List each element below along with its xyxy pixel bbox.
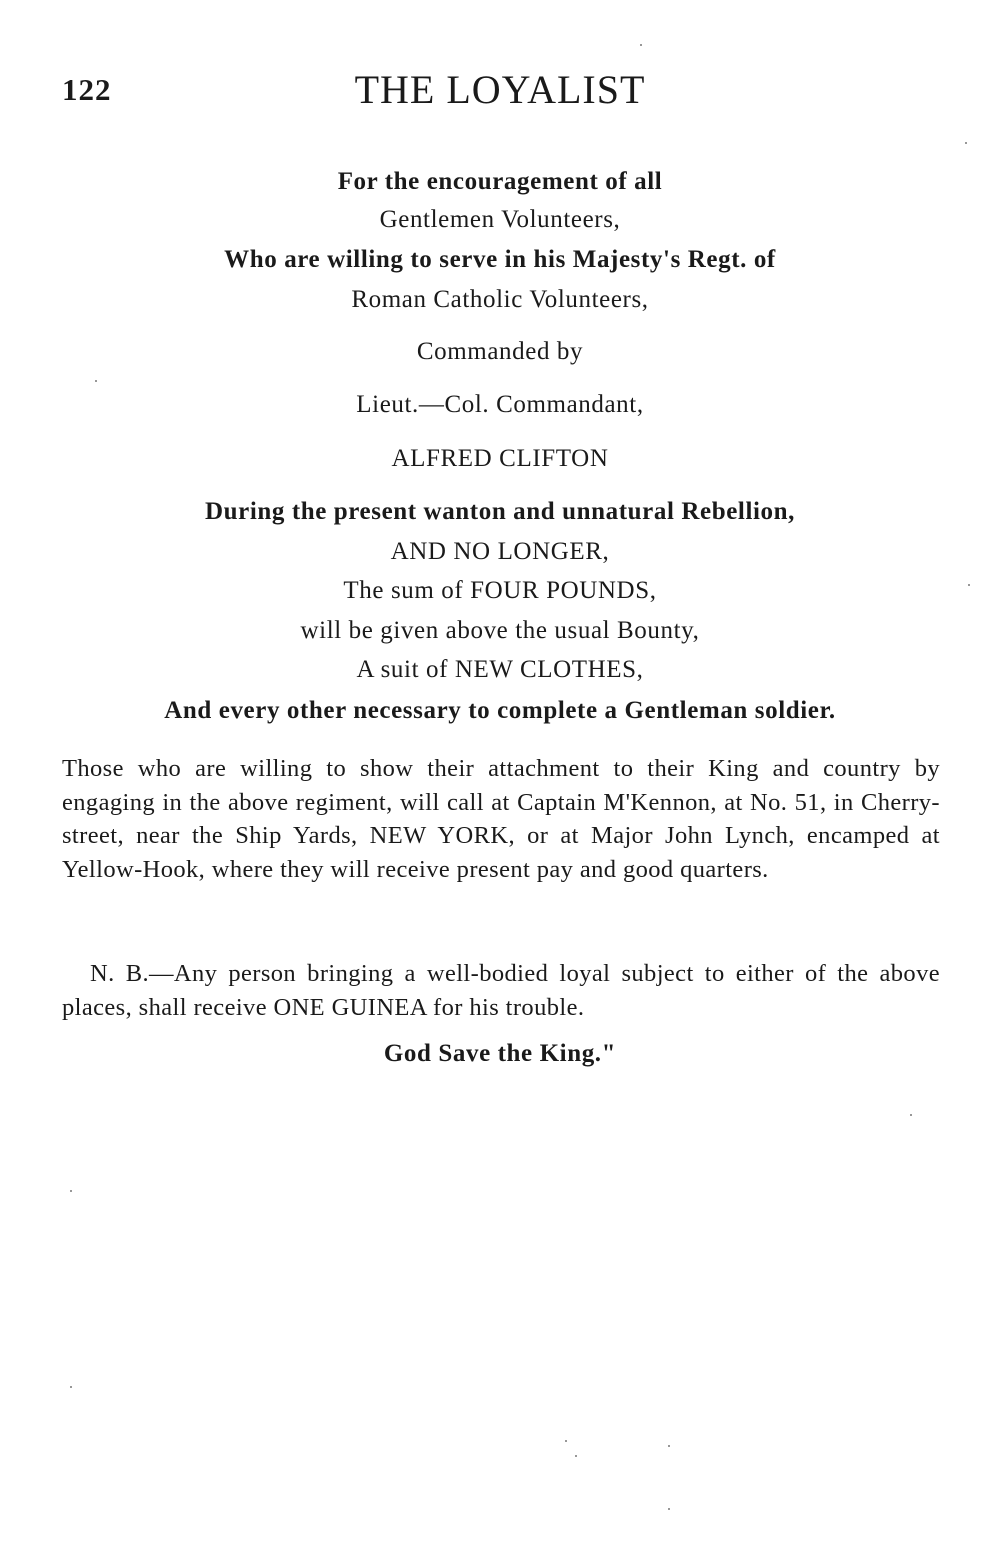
- running-title: THE LOYALIST: [354, 67, 646, 112]
- proclamation-line: Who are willing to serve in his Majesty's Regt. of: [224, 246, 776, 273]
- proclamation-line: Roman Catholic Volunteers,: [351, 286, 649, 313]
- proclamation-line: For the encouragement of all: [337, 168, 663, 195]
- print-speck: [968, 584, 970, 586]
- page-number: 122: [62, 72, 112, 107]
- print-speck: [95, 380, 97, 382]
- print-speck: [565, 1440, 567, 1442]
- proclamation-line: During the present wanton and unnatural Rebellion,: [204, 498, 796, 525]
- proclamation-line: AND NO LONGER,: [390, 538, 610, 565]
- print-speck: [70, 1190, 72, 1192]
- print-speck: [70, 1386, 72, 1388]
- proclamation-line: The sum of FOUR POUNDS,: [343, 577, 657, 604]
- proclamation-line: A suit of NEW CLOTHES,: [356, 656, 644, 683]
- proclamation-line: And every other necessary to complete a Gentleman soldier.: [164, 697, 836, 724]
- recruitment-paragraph: Those who are willing to show their attachment to their King and country by engaging in the above regiment, will call at Captain M'Kennon, at No. 51, in Cherry-street, near the Ship Yards, NEW YORK, or at Major John Lynch, encamped at Yellow-Hook, where they will receive present pay and good quarters.: [62, 755, 940, 883]
- print-speck: [910, 1114, 912, 1116]
- print-speck: [575, 1455, 577, 1457]
- closing-line: God Save the King.": [383, 1040, 617, 1067]
- proclamation-line: will be given above the usual Bounty,: [300, 617, 700, 644]
- print-speck: [668, 1445, 670, 1447]
- proclamation-line: Lieut.—Col. Commandant,: [356, 391, 644, 418]
- print-speck: [965, 142, 967, 144]
- print-speck: [640, 44, 642, 46]
- print-speck: [668, 1508, 670, 1510]
- proclamation-line: Commanded by: [416, 338, 584, 365]
- nota-bene-paragraph: N. B.—Any person bringing a well-bodied loyal subject to either of the above places, shall receive ONE GUINEA for his trouble.: [62, 960, 940, 1021]
- proclamation-line: Gentlemen Volunteers,: [379, 206, 621, 233]
- proclamation-line: ALFRED CLIFTON: [391, 445, 609, 472]
